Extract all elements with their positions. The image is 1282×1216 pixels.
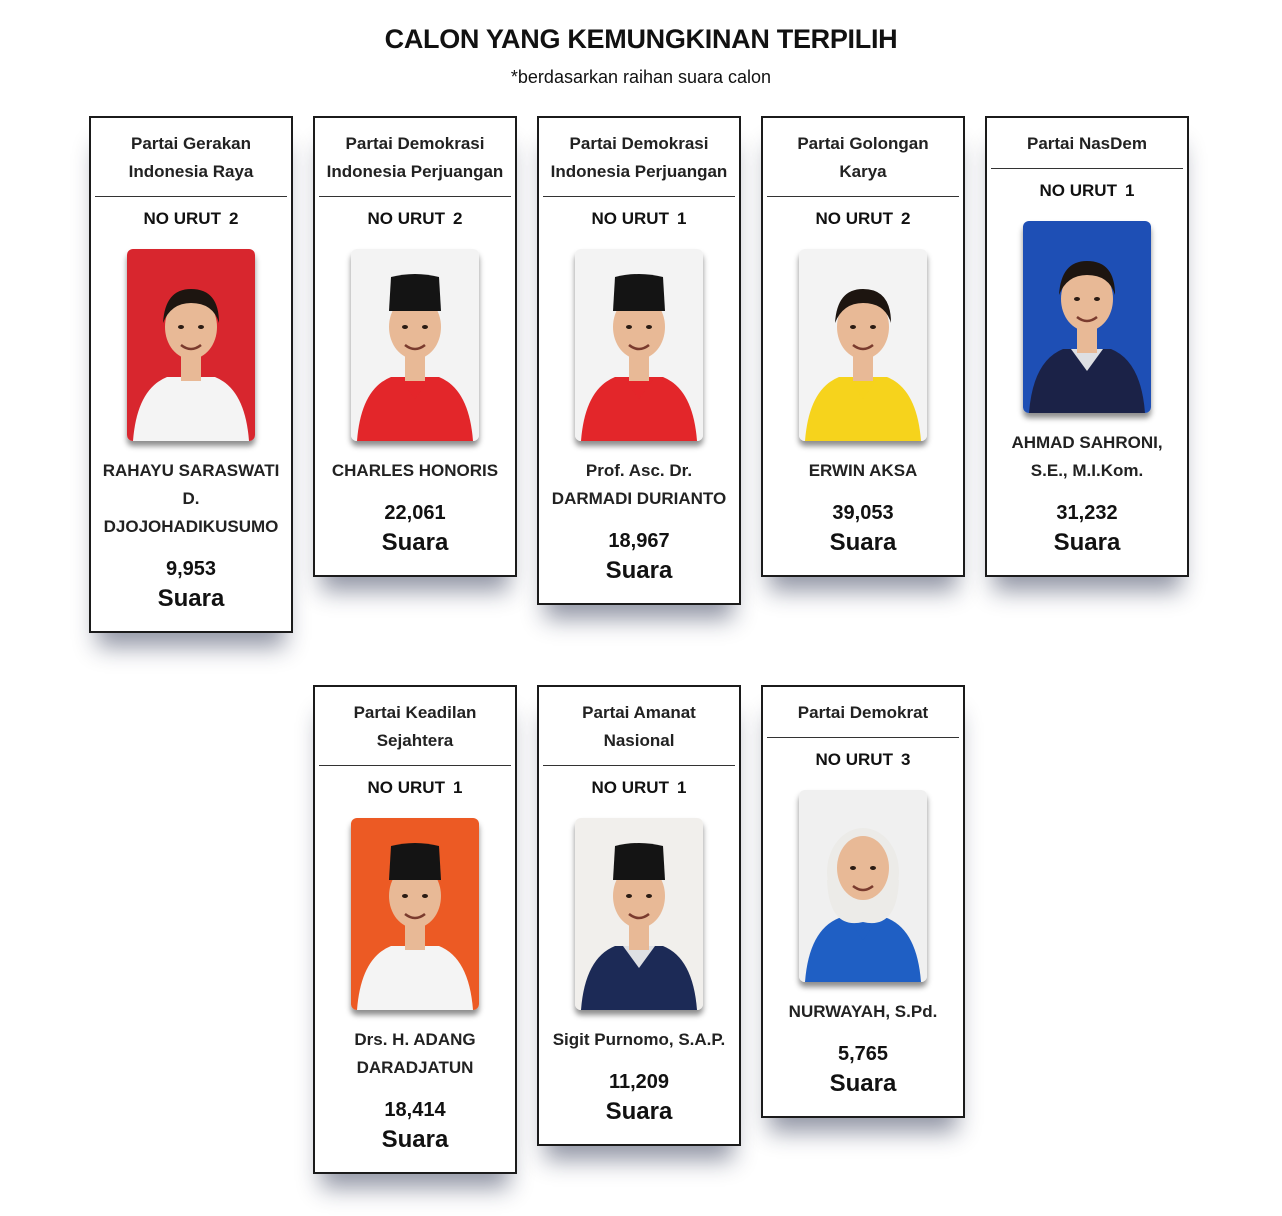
portrait-icon (351, 249, 479, 441)
candidate-photo (575, 249, 703, 441)
ballot-number-value: 3 (900, 750, 911, 769)
ballot-number-label: NO URUT (815, 209, 893, 228)
ballot-number-value: 1 (676, 778, 687, 797)
candidate-name: NURWAYAH, S.Pd. (788, 1002, 938, 1021)
ballot-number (987, 180, 1187, 202)
ballot-number (315, 208, 515, 230)
page-subtitle: *berdasarkan raihan suara calon (510, 67, 772, 87)
candidate-name: ERWIN AKSA (808, 461, 918, 480)
portrait-icon (127, 249, 255, 441)
ballot-number-value: 1 (452, 778, 463, 797)
portrait-icon (575, 249, 703, 441)
ballot-number (91, 208, 291, 230)
ballot-number (539, 777, 739, 799)
vote-unit-label: Suara (829, 529, 897, 556)
vote-unit-label: Suara (1053, 529, 1121, 556)
vote-count: 39,053 (832, 502, 894, 524)
ballot-number (763, 749, 963, 771)
portrait-icon (575, 818, 703, 1010)
ballot-number-value: 2 (228, 209, 239, 228)
vote-unit-label: Suara (381, 529, 449, 556)
candidate-card (761, 685, 965, 1118)
candidate-card (537, 116, 741, 605)
portrait-icon (799, 790, 927, 982)
ballot-number (539, 208, 739, 230)
vote-count: 31,232 (1056, 502, 1118, 524)
party-name: Partai Demokrasi Indonesia Perjuangan (319, 118, 511, 197)
candidate-card (761, 116, 965, 577)
candidate-photo (1023, 221, 1151, 413)
party-name: Partai Golongan Karya (767, 118, 959, 197)
ballot-number-label: NO URUT (591, 209, 669, 228)
candidate-photo (351, 249, 479, 441)
candidate-photo (799, 249, 927, 441)
candidate-name: AHMAD SAHRONI, S.E., M.I.Kom. (1011, 433, 1163, 480)
ballot-number-label: NO URUT (143, 209, 221, 228)
candidate-card (313, 685, 517, 1174)
ballot-number-label: NO URUT (1039, 181, 1117, 200)
vote-count: 9,953 (165, 558, 217, 580)
candidate-photo (799, 790, 927, 982)
vote-unit-label: Suara (605, 1098, 673, 1125)
ballot-number-value: 1 (1124, 181, 1135, 200)
party-name: Partai NasDem (991, 118, 1183, 169)
candidate-card (537, 685, 741, 1146)
ballot-number-value: 2 (452, 209, 463, 228)
ballot-number-label: NO URUT (591, 778, 669, 797)
candidate-photo (351, 818, 479, 1010)
candidate-name: Drs. H. ADANG DARADJATUN (354, 1030, 476, 1077)
candidate-card (985, 116, 1189, 577)
vote-unit-label: Suara (157, 585, 225, 612)
vote-unit-label: Suara (605, 557, 673, 584)
party-name: Partai Demokrat (767, 687, 959, 738)
ballot-number-value: 1 (676, 209, 687, 228)
party-name: Partai Gerakan Indonesia Raya (95, 118, 287, 197)
page-title: CALON YANG KEMUNGKINAN TERPILIH (384, 24, 898, 54)
candidate-photo (127, 249, 255, 441)
ballot-number-label: NO URUT (367, 778, 445, 797)
vote-count: 11,209 (608, 1071, 670, 1093)
ballot-number (315, 777, 515, 799)
candidate-name: CHARLES HONORIS (331, 461, 499, 480)
vote-count: 22,061 (384, 502, 446, 524)
portrait-icon (799, 249, 927, 441)
ballot-number (763, 208, 963, 230)
vote-count: 5,765 (837, 1043, 889, 1065)
vote-count: 18,967 (608, 530, 670, 552)
party-name: Partai Keadilan Sejahtera (319, 687, 511, 766)
candidate-name: Sigit Purnomo, S.A.P. (552, 1030, 726, 1049)
candidate-photo (575, 818, 703, 1010)
vote-count: 18,414 (384, 1099, 446, 1121)
ballot-number-label: NO URUT (367, 209, 445, 228)
candidate-name: RAHAYU SARASWATI D. DJOJOHADIKUSUMO (102, 461, 280, 536)
candidate-card (313, 116, 517, 577)
vote-unit-label: Suara (381, 1126, 449, 1153)
vote-unit-label: Suara (829, 1070, 897, 1097)
candidate-name: Prof. Asc. Dr. DARMADI DURIANTO (551, 461, 727, 508)
ballot-number-label: NO URUT (815, 750, 893, 769)
candidate-card (89, 116, 293, 633)
party-name: Partai Amanat Nasional (543, 687, 735, 766)
ballot-number-value: 2 (900, 209, 911, 228)
portrait-icon (1023, 221, 1151, 413)
portrait-icon (351, 818, 479, 1010)
party-name: Partai Demokrasi Indonesia Perjuangan (543, 118, 735, 197)
